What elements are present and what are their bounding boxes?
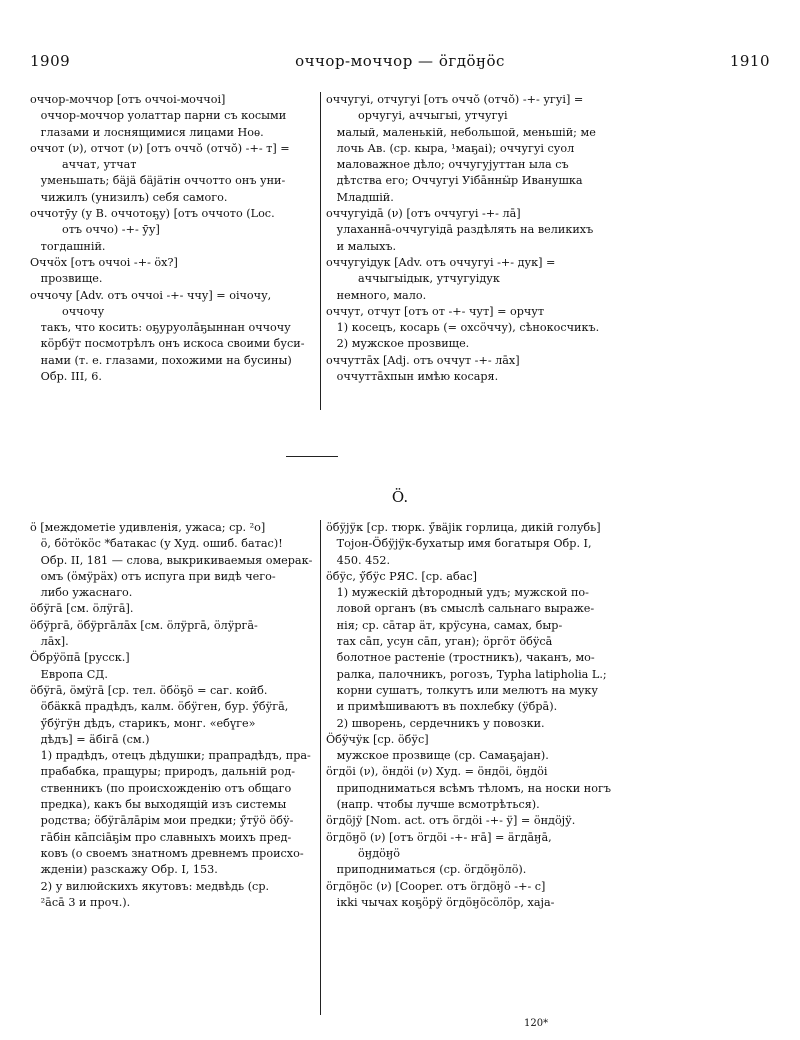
entry-line: дѣдъ] = ӓбігā (см.) — [30, 732, 150, 746]
entry-line: улаханнā-оччугуідā раздѣлять на великихъ — [326, 223, 594, 237]
entry-line: 1) косецъ, косарь (= охсӧччу), сѣнокосчикъ. — [326, 321, 600, 335]
entry-line: ӳбӱгӱн дѣдъ, старикъ, монг. «ебүге» — [30, 716, 256, 730]
entry-line: приподниматься (ср. ӧгдӧӈӧлӧ). — [326, 863, 527, 877]
bottom-left-column — [30, 520, 322, 911]
entry-line: оччочу — [30, 304, 105, 318]
entry-line: Ӧбрӱӧпā [русск.] — [30, 651, 130, 665]
entry-line: Тоjон-Ӧбӱjӱк-бухатыр имя богатыря Обр. I, — [326, 537, 592, 551]
column-divider-top — [320, 92, 321, 410]
entry-line: 2) шворень, сердечникъ у повозки. — [326, 716, 545, 730]
entry-line: 2) у вилюйскихъ якутовъ: медвѣдь (ср. — [30, 879, 270, 893]
entry-line: корни сушатъ, толкутъ или мелютъ на муку — [326, 683, 598, 697]
entry-line: нами (т. е. глазами, похожими на бусины) — [30, 353, 292, 367]
entry-line: уменьшать; бäjä бäjäтін оччотто онъ уни- — [30, 174, 286, 188]
entry-line: оччуттāхпын имѣю косаря. — [326, 370, 499, 384]
entry-line: ственникъ (по происхожденію отъ общаго — [30, 781, 292, 795]
entry-line: оччугуі, отчугуі [отъ оччŏ (отчŏ) -+- угуі] = — [326, 93, 584, 106]
entry-line: мужское прозвище (ср. Самаҕаjан). — [326, 749, 549, 763]
entry-line: оччотӯу (у В. оччотоҕу) [отъ оччото (Loc. — [30, 207, 275, 221]
entry-line: Младшій. — [326, 190, 394, 204]
entry-line: предка), какъ бы выходящій изъ системы — [30, 798, 287, 812]
entry-line: аччат, утчат — [30, 158, 137, 172]
section-rule — [286, 456, 338, 457]
right-page-number: 1910 — [729, 52, 770, 70]
bottom-right-column — [326, 520, 770, 911]
entry-line: родства; ӧбӱгāлāрім мои предки; ӳтӱӧ ӧбӱ- — [30, 814, 294, 828]
entry-line: и примѣшиваютъ въ похлебку (ӱбрā). — [326, 700, 558, 714]
entry-line: (напр. чтобы лучше всмотрѣться). — [326, 798, 540, 812]
entry-line: чижилъ (унизилъ) себя самого. — [30, 190, 228, 204]
entry-line: лочь Ав. (ср. кыра, ¹маҕаі); оччугуі суол — [326, 141, 575, 155]
entry-line: Ӧбӱчӱк [ср. ӧбӱс] — [326, 732, 429, 746]
entry-line: оччор-моччор [отъ оччоі-моччоі] — [30, 93, 226, 106]
entry-line: оччот (ν), отчот (ν) [отъ оччŏ (отчŏ) -+- т] = — [30, 141, 290, 155]
section-letter: Ö. — [391, 488, 409, 506]
entry-line: лāх]. — [30, 635, 69, 649]
entry-line: либо ужаснаго. — [30, 586, 133, 600]
entry-line: гāбін кāпсіāҕім про славныхъ моихъ пред- — [30, 830, 292, 844]
entry-line: ӧ, бӧтӧкӧс *батакас (у Худ. ошиб. батас)! — [30, 537, 283, 551]
entry-line: Обр. II, 181 — слова, выкрикиваемыя омерак- — [30, 553, 313, 567]
entry-line: ковъ (о своемъ знатномъ древнемъ происхо- — [30, 846, 304, 860]
entry-line: оччут, отчут [отъ от -+- чут] = орчут — [326, 304, 545, 318]
entry-line: ӧ [междометіе удивленія, ужаса; ср. ²о] — [30, 521, 266, 534]
entry-line: Обр. III, 6. — [30, 370, 102, 384]
top-right-column — [326, 92, 770, 385]
entry-line: оччор-моччор уолаттар парни съ косыми — [30, 109, 287, 123]
entry-line: и малыхъ. — [326, 239, 397, 253]
entry-line: ралка, палочникъ, рогозъ, Typha latipholia L.; — [326, 667, 607, 681]
entry-line: ӧбӱргā, ӧбӱргāлāх [см. ӧлӱргā, ӧлӱргā- — [30, 618, 258, 632]
entry-line: ӧбӓккā прадѣдъ, калм. ӧбӱген, бур. ӳбӱгā, — [30, 700, 289, 714]
page-mark: 120* — [524, 1018, 549, 1029]
entry-line: прабабка, пращуры; природъ, дальній род- — [30, 765, 295, 779]
entry-line: ӧӈдӧӈӧ — [326, 846, 401, 860]
entry-line: ікki чычах коҕӧрӱ ӧгдӧӈӧсӧлӧр, хаjа- — [326, 895, 555, 909]
entry-line: аччыгыідык, утчугуідук — [326, 272, 500, 286]
column-divider-bottom — [320, 520, 321, 1015]
entry-line: прозвище. — [30, 272, 103, 286]
entry-line: тогдашній. — [30, 239, 106, 253]
entry-line: Оччӧх [отъ оччоі -+- ӧх?] — [30, 255, 178, 269]
entry-line: дѣтства его; Оччугуі Уібāннӹр Иванушка — [326, 174, 583, 188]
entry-line: омъ (ӧмӱрӓх) отъ испуга при видѣ чего- — [30, 569, 276, 583]
entry-line: такъ, что косить: оҕуруолāҕыннан оччочу — [30, 321, 291, 335]
entry-line: ӧгдӧjӱ [Nom. act. отъ ӧгдӧі -+- ӱ] = ӧндӧjӱ. — [326, 814, 576, 828]
left-page-number: 1909 — [30, 52, 71, 70]
entry-line: отъ оччо) -+- ӯу] — [30, 223, 160, 237]
entry-line: приподниматься всѣмъ тѣломъ, на носки ногъ — [326, 781, 611, 795]
entry-line: тах сāп, усун сāп, уган); ӧргӧт ӧбӱсā — [326, 635, 553, 649]
entry-line: болотное растеніе (тростникъ), чаканъ, мо- — [326, 651, 595, 665]
page-header — [30, 52, 770, 78]
entry-line: оччугуідā (ν) [отъ оччугуі -+- лā] — [326, 207, 521, 221]
entry-line: орчугуі, аччыгыі, утчугуі — [326, 109, 508, 123]
entry-line: маловажное дѣло; оччугуjуттан ыла съ — [326, 158, 569, 172]
running-title: оччор-моччор — ӧгдӧӈӧс — [295, 52, 505, 70]
entry-line: оччугуідук [Adv. отъ оччугуі -+- дук] = — [326, 255, 556, 269]
entry-line: нія; ср. сāтар ӓт, крӱсуна, самах, быр- — [326, 618, 563, 632]
entry-line: оччочу [Adv. отъ оччоі -+- ччу] = оічочу, — [30, 288, 272, 302]
entry-line: немного, мало. — [326, 288, 427, 302]
entry-line: Европа СД. — [30, 667, 108, 681]
entry-line: ²āсā 3 и проч.). — [30, 895, 131, 909]
top-left-column — [30, 92, 322, 385]
entry-line: ӧгдӧӈӧ (ν) [отъ ӧгдӧі -+- ҥā] = ӓгдāӈā, — [326, 830, 552, 844]
entry-line: 450. 452. — [326, 553, 391, 567]
entry-line: ӧгдӧӈӧс (ν) [Cooper. отъ ӧгдӧӈӧ -+- с] — [326, 879, 546, 893]
entry-line: 1) прадѣдъ, отецъ дѣдушки; прапрадѣдъ, пра- — [30, 749, 311, 763]
entry-line: кӧрбӱт посмотрѣлъ онъ искоса своими буси- — [30, 337, 305, 351]
entry-line: глазами и лоснящимися лицами Ноѳ. — [30, 125, 264, 139]
entry-line: ӧбӱjӱк [ср. тюрк. ӳвäjік горлица, дикій голубь] — [326, 521, 601, 534]
entry-line: 1) мужескій дѣтородный удъ; мужской по- — [326, 586, 589, 600]
entry-line: жденіи) разскажу Обр. I, 153. — [30, 863, 218, 877]
entry-line: ӧгдӧі (ν), ӧндӧі (ν) Худ. = ӧндӧі, ӧӈдӧі — [326, 765, 548, 779]
entry-line: ловой органъ (въ смыслѣ сальнаго выраже- — [326, 602, 595, 616]
entry-line: оччуттāх [Adj. отъ оччут -+- лāх] — [326, 353, 520, 367]
entry-line: 2) мужское прозвище. — [326, 337, 470, 351]
entry-line: малый, маленькій, небольшой, меньшій; ме — [326, 125, 596, 139]
entry-line: ӧбӱс, ӳбӱс РЯС. [ср. абас] — [326, 569, 477, 583]
entry-line: ӧбӱгā [см. ӧлӱгā]. — [30, 602, 134, 616]
entry-line: ӧбӱгā, ӧмӱгā [ср. тел. ӧбӧҕӧ = саг. койб. — [30, 683, 268, 697]
